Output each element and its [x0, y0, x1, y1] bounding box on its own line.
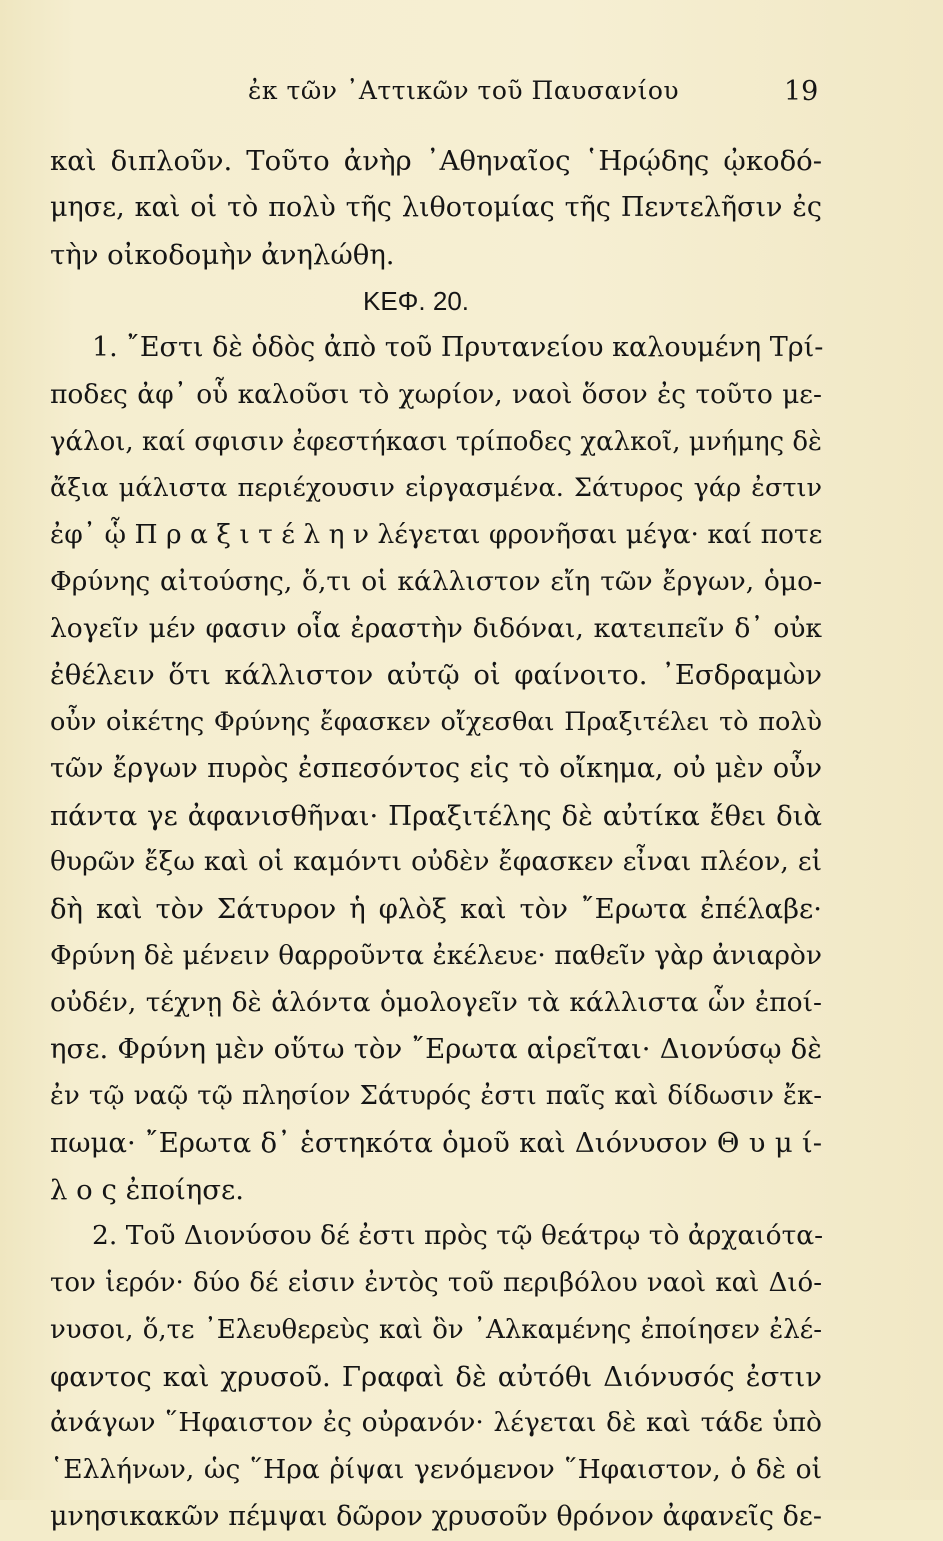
text-line: 1. ῎Εστι δὲ ὁδὸς ἀπὸ τοῦ Πρυτανείου καλουμένη Τρί- [92, 332, 824, 363]
text-line: ἐφ᾽ ᾧ Π ρ α ξ ι τ έ λ η ν λέγεται φρονῆσαι μέγα· καί ποτε [50, 519, 823, 550]
text-line: φαντος καὶ χρυσοῦ. Γραφαὶ δὲ αὐτόθι Διόνυσός ἐστιν [50, 1360, 822, 1393]
text-line: δὴ καὶ τὸν Σάτυρον ἡ φλὸξ καὶ τὸν ῎Ερωτα ἐπέλαβε· [50, 893, 822, 925]
text-line: 2. Τοῦ Διονύσου δέ ἐστι πρὸς τῷ θεάτρῳ τὸ ἀρχαιότα- [92, 1220, 824, 1252]
text-line: ἄξια μάλιστα περιέχουσιν εἰργασμένα. Σάτυρος γάρ ἐστιν [50, 473, 822, 504]
text-line: ησε. Φρύνη μὲν οὕτω τὸν ῎Ερωτα αἱρεῖται· Διονύσῳ δὲ [50, 1033, 822, 1066]
text-line: ἀνάγων ῞Ηφαιστον ἐς οὐρανόν· λέγεται δὲ καὶ τάδε ὑπὸ [50, 1407, 822, 1439]
text-line: λογεῖν μέν φασιν οἷα ἐραστὴν διδόναι, κατειπεῖν δ᾽ οὐκ [50, 612, 822, 644]
text-line: οὖν οἰκέτης Φρύνης ἔφασκεν οἴχεσθαι Πραξιτέλει τὸ πολὺ [50, 707, 822, 737]
text-line: μνησικακῶν πέμψαι δῶρον χρυσοῦν θρόνον ἀφανεῖς δε- [50, 1500, 822, 1532]
chapter-heading: ΚΕΦ. 20. [362, 286, 470, 317]
running-head: ἐκ τῶν ᾽Αττικῶν τοῦ Παυσανίου [248, 76, 680, 105]
page-number: 19 [784, 76, 819, 107]
text-line: νυσοι, ὅ,τε ᾽Ελευθερεὺς καὶ ὃν ᾽Αλκαμένης ἐποίησεν ἐλέ- [50, 1314, 822, 1345]
text-line: τῶν ἔργων πυρὸς ἐσπεσόντος εἰς τὸ οἴκημα, οὐ μὲν οὖν [50, 752, 822, 784]
text-line: τὴν οἰκοδομὴν ἀνηλώθη. [50, 238, 395, 271]
text-line: ἐθέλειν ὅτι κάλλιστον αὐτῷ οἱ φαίνοιτο. ᾽Εσδραμὼν [50, 659, 822, 692]
text-line: οὐδέν, τέχνῃ δὲ ἁλόντα ὁμολογεῖν τὰ κάλλιστα ὧν ἐποί- [50, 986, 822, 1018]
text-line: ῾Ελλήνων, ὡς ῞Ηρα ῥίψαι γενόμενον ῞Ηφαιστον, ὁ δὲ οἱ [50, 1454, 822, 1485]
text-line: ποδες ἀφ᾽ οὗ καλοῦσι τὸ χωρίον, ναοὶ ὅσον ἐς τοῦτο με- [50, 378, 822, 410]
text-line: ἐν τῷ ναῷ τῷ πλησίον Σάτυρός ἐστι παῖς καὶ δίδωσιν ἔκ- [50, 1081, 822, 1111]
text-line: θυρῶν ἔξω καὶ οἱ καμόντι οὐδὲν ἔφασκεν εἶναι πλέον, εἰ [50, 846, 822, 878]
text-line: μησε, καὶ οἱ τὸ πολὺ τῆς λιθοτομίας τῆς Πεντελῆσιν ἐς [50, 191, 822, 223]
text-line: πάντα γε ἀφανισθῆναι· Πραξιτέλης δὲ αὐτίκα ἔθει διὰ [50, 799, 822, 832]
text-line: Φρύνης αἰτούσης, ὅ,τι οἱ κάλλιστον εἴη τῶν ἔργων, ὁμο- [50, 565, 822, 597]
text-line: γάλοι, καί σφισιν ἐφεστήκασι τρίποδες χαλκοῖ, μνήμης δὲ [50, 426, 822, 457]
text-line: λ ο ς ἐποίησε. [50, 1173, 245, 1206]
text-line: καὶ διπλοῦν. Τοῦτο ἀνὴρ ᾽Αθηναῖος ῾Ηρῴδης ᾠκοδό- [50, 145, 822, 177]
text-line: πωμα· ῎Ερωτα δ᾽ ἑστηκότα ὁμοῦ καὶ Διόνυσον Θ υ μ ί- [50, 1126, 822, 1159]
text-line: Φρύνη δὲ μένειν θαρροῦντα ἐκέλευε· παθεῖν γὰρ ἀνιαρὸν [50, 939, 822, 971]
body-text [50, 138, 822, 1541]
text-line: τον ἱερόν· δύο δέ εἰσιν ἐντὸς τοῦ περιβόλου ναοὶ καὶ Διό- [50, 1268, 822, 1298]
